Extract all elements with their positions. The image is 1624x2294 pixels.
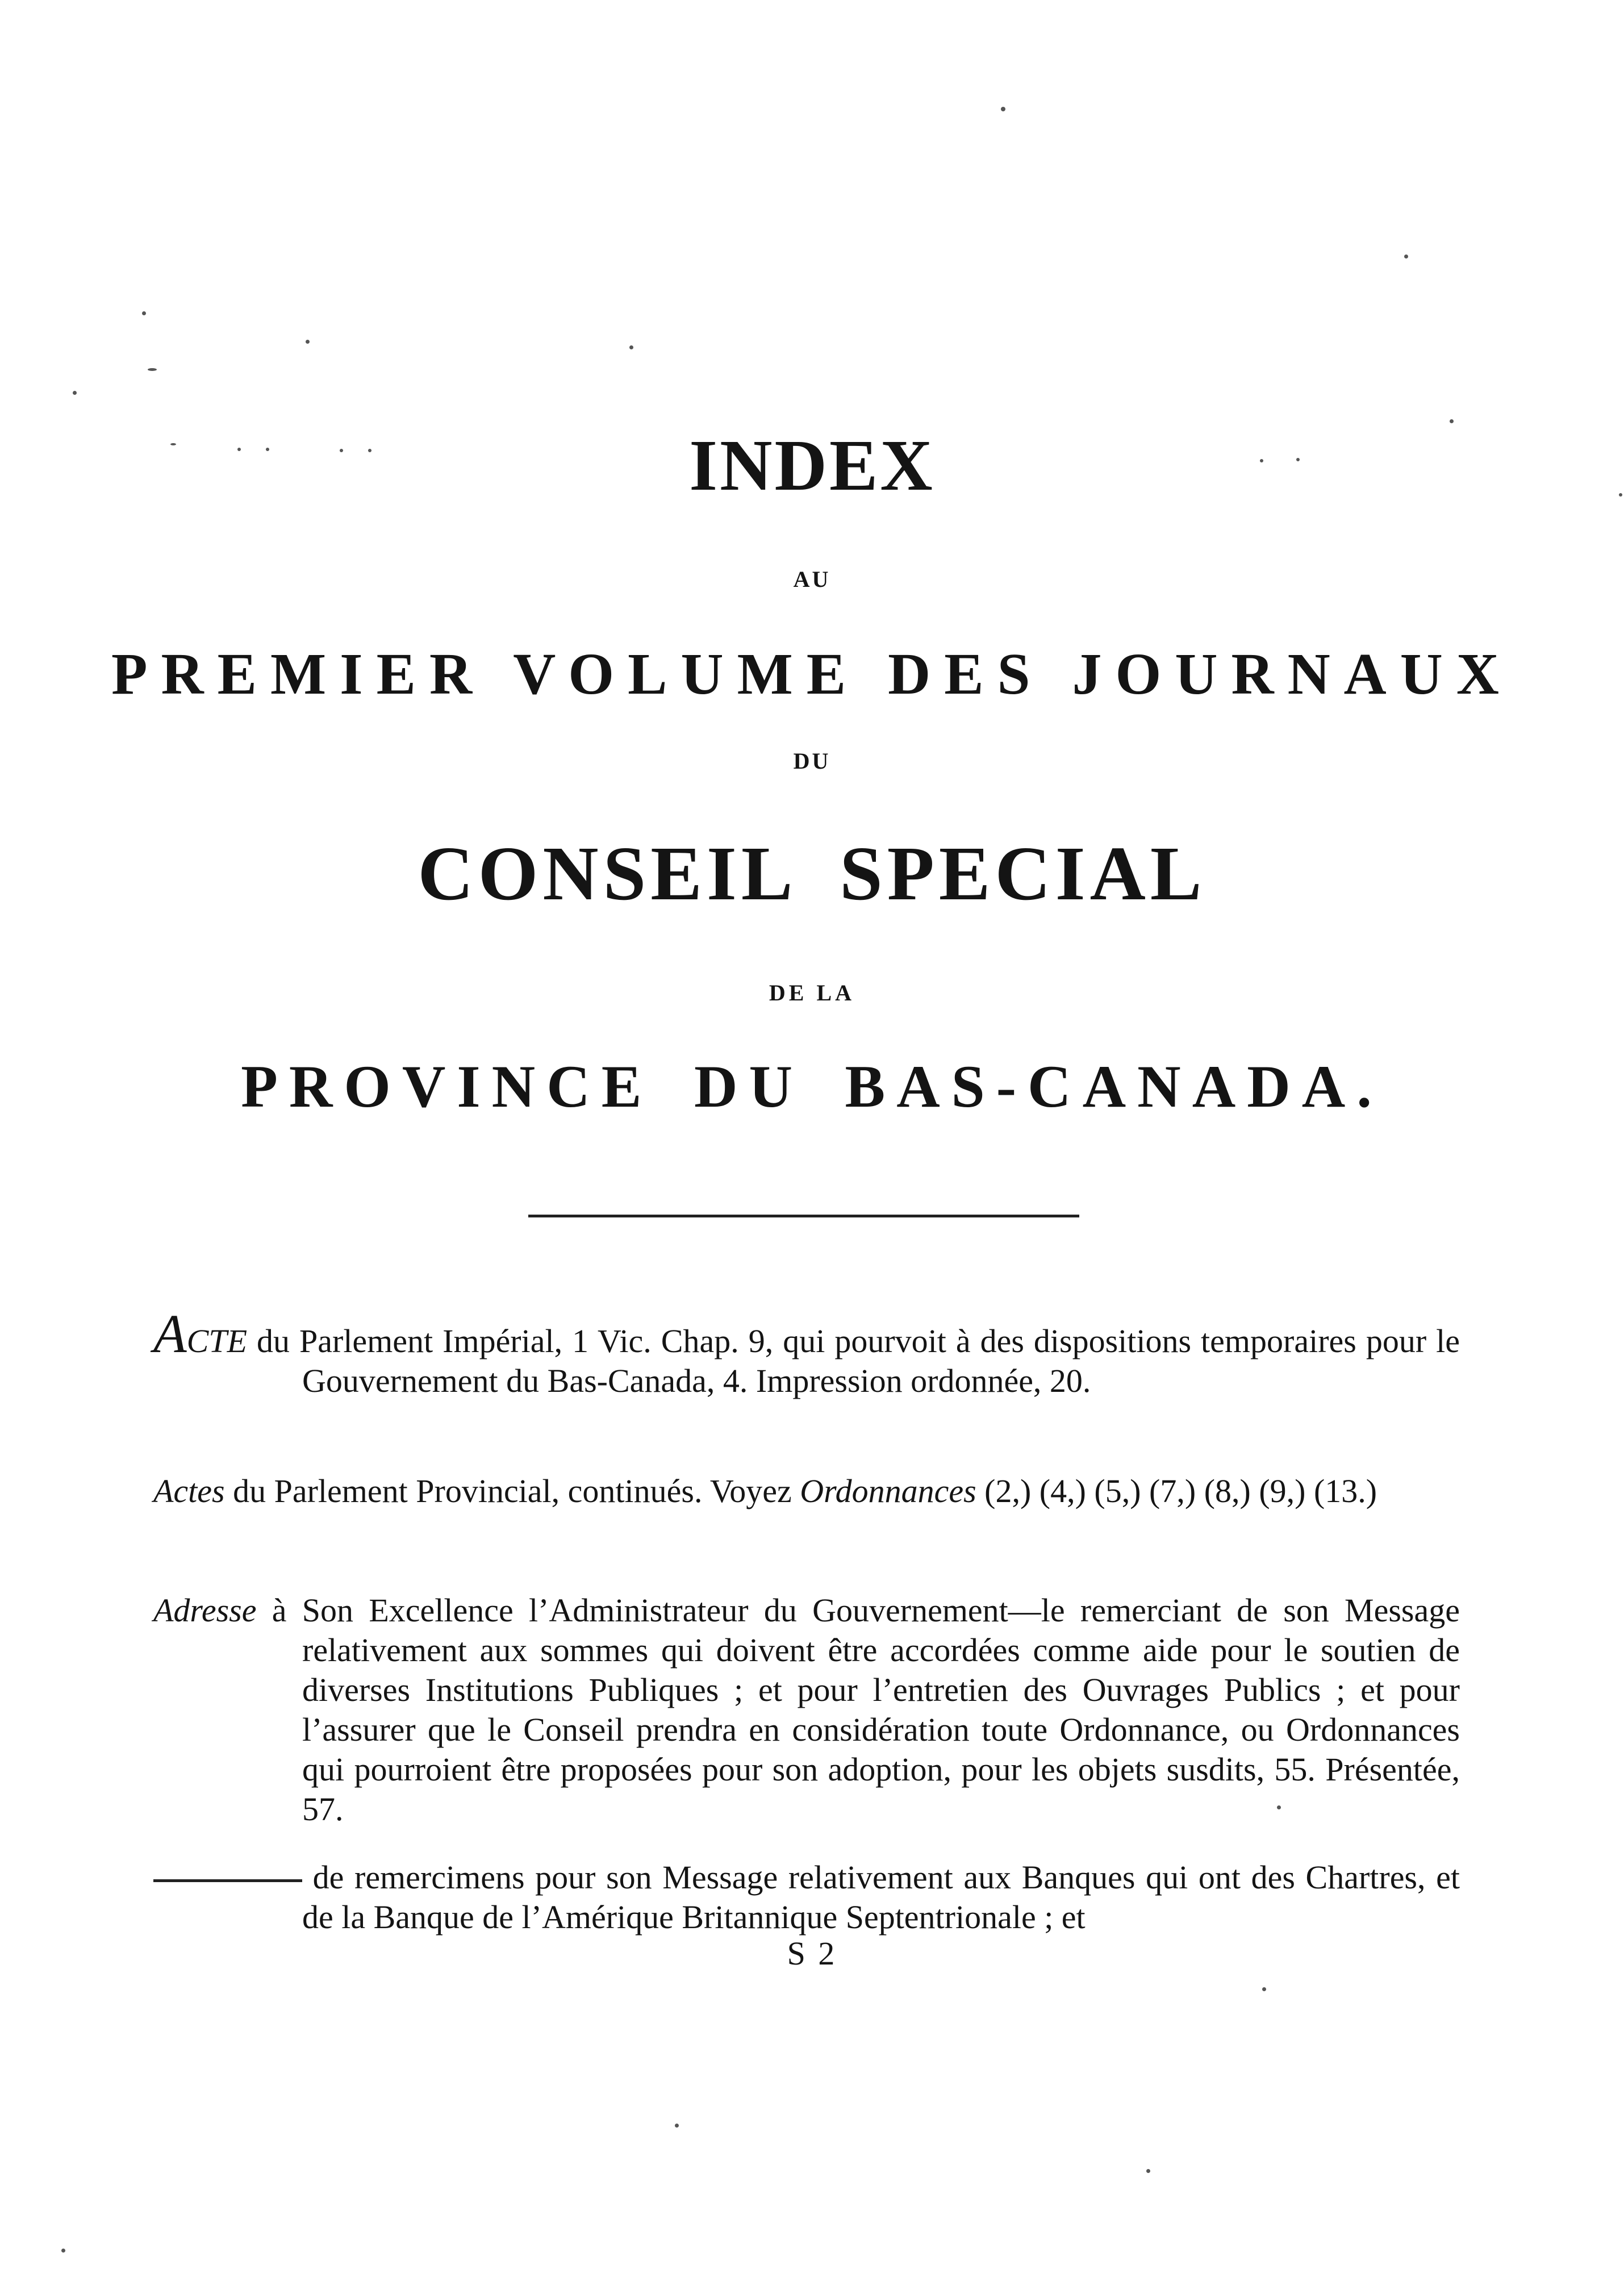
title-connector-au: AU: [793, 566, 831, 592]
index-entry-remercimens: [153, 1858, 1460, 1937]
scan-speck: [142, 311, 146, 315]
index-entry-acte: [153, 1303, 1460, 1401]
title-line-conseil-special: CONSEIL SPECIAL: [418, 831, 1206, 916]
scan-speck: [1001, 107, 1005, 111]
scan-speck: [368, 449, 371, 452]
scan-speck: [1619, 493, 1622, 497]
signature-mark: S 2: [787, 1935, 837, 1972]
scan-speck: [1450, 419, 1454, 423]
entry-head-word: Actes: [153, 1473, 225, 1509]
index-title: INDEX: [689, 425, 935, 506]
entry-head-word: CTE: [186, 1323, 248, 1359]
scan-speck: [1260, 459, 1263, 462]
title-connector-de-la: DE LA: [769, 980, 855, 1006]
entry-text: du Parlement Impérial, 1 Vic. Chap. 9, qui pourvoit à des dispositions temporaires pour le Gouvernement du Bas-Canada, 4. Impression ordonnée, 20.: [247, 1323, 1460, 1399]
ditto-dash: [153, 1879, 302, 1882]
scan-speck: [340, 449, 343, 452]
scan-speck: [266, 448, 269, 451]
scan-speck: [629, 345, 633, 349]
title-connector-du: DU: [793, 748, 831, 774]
scan-speck: [73, 391, 77, 395]
index-entry-actes: [153, 1471, 1460, 1511]
entry-head-word: Adresse: [153, 1592, 257, 1629]
title-line-premier-volume: PREMIER VOLUME DES JOURNAUX: [111, 641, 1513, 707]
entry-text: du Parlement Provincial, continués. Voyez: [224, 1473, 800, 1509]
entry-text-references: (2,) (4,) (5,) (7,) (8,) (9,) (13.): [976, 1473, 1377, 1509]
scan-speck: [1296, 458, 1300, 461]
scan-speck: [148, 368, 157, 371]
scan-speck: [237, 448, 241, 451]
scan-speck: [1277, 1805, 1281, 1809]
scan-speck: [170, 443, 176, 445]
scan-speck: [675, 2124, 679, 2128]
scan-speck: [1262, 1987, 1266, 1991]
index-entry-adresse: [153, 1591, 1460, 1829]
scan-speck: [61, 2249, 65, 2253]
entry-drop-initial: A: [153, 1303, 187, 1364]
scan-speck: [1404, 255, 1408, 258]
entry-text: à Son Excellence l’Administrateur du Gouvernement—le remerciant de son Message relativement aux sommes qui doivent être accordées comme aide pour le soutien de diverses Institutions Publiques ; et pour l’entretien des Ouvrages Publics ; et pour l’assurer que le Conseil prendra en considération toute Ordonnance, ou Ordonnances qui pourroient être proposées pour son adoption, pour les objets susdits, 55. Présentée, 57.: [256, 1592, 1460, 1828]
entry-text: de remercimens pour son Message relativement aux Banques qui ont des Chartres, et de la Banque de l’Amérique Britannique Septentrionale ; et: [302, 1859, 1460, 1936]
scan-speck: [306, 340, 310, 344]
title-line-province: PROVINCE DU BAS-CANADA.: [241, 1053, 1383, 1120]
entry-cross-reference: Ordonnances: [800, 1473, 976, 1509]
scan-speck: [1146, 2169, 1150, 2173]
title-divider-rule: [528, 1215, 1079, 1217]
